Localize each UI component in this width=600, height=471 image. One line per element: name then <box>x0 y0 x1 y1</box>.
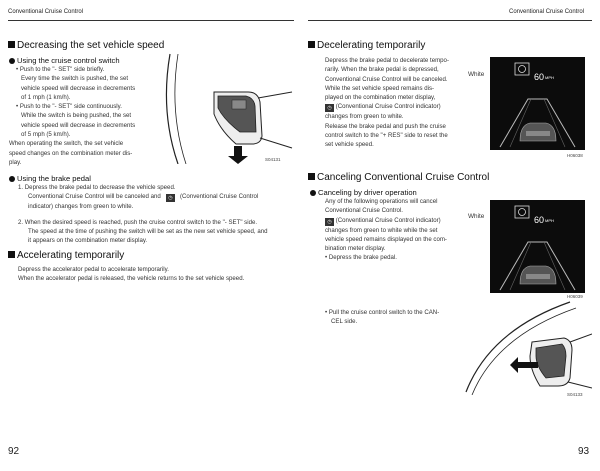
cruise-indicator-icon: ◷ <box>166 194 175 202</box>
fig-code-s04133: S04133 <box>567 392 583 397</box>
cruise-indicator-icon: ◷ <box>325 218 334 226</box>
header-rule-right <box>308 20 592 21</box>
header-left: Conventional Cruise Control <box>8 9 84 15</box>
square-bullet-icon <box>8 251 15 258</box>
square-bullet-icon <box>308 41 315 48</box>
square-bullet-icon <box>308 173 315 180</box>
fig-code-h06038: H06038 <box>567 153 583 158</box>
combination-meter-display <box>490 200 585 293</box>
circle-bullet-icon <box>310 190 316 196</box>
sub-using-brake: Using the brake pedal <box>9 174 91 183</box>
white-label: White <box>468 213 485 220</box>
page-number-right: 93 <box>578 446 590 457</box>
combination-meter-display <box>490 57 585 150</box>
circle-bullet-icon <box>9 58 15 64</box>
cruise-indicator-icon: ◷ <box>325 104 334 112</box>
section-decreasing-title: Decreasing the set vehicle speed <box>8 40 164 51</box>
square-bullet-icon <box>8 41 15 48</box>
header-rule-left <box>8 20 294 21</box>
cancel-switch-figure <box>460 300 592 395</box>
accelerating-body: Depress the accelerator pedal to accelerate temporarily. When the accelerator pedal is released, the vehicle returns to the set vehicle speed. <box>18 266 245 283</box>
page-number-left: 92 <box>8 446 20 457</box>
speed-unit: MPH <box>545 218 554 223</box>
cancel-pull-text: • Pull the cruise control switch to the CAN- CEL side. <box>325 309 440 326</box>
brake-body: 1. Depress the brake pedal to decrease the vehicle speed. Conventional Cruise Control will be canceled and ◷ (Conventional Cruise Control indicator) changes from green to white. 2. When the desired speed is reached, push the cruise control switch to the "- SET" side. The speed at the time of pushing the switch will be set as the new set vehicle speed, and it appears on the combination meter display. <box>18 184 268 245</box>
section-decelerating-title: Decelerating temporarily <box>308 40 425 51</box>
cruise-switch-figure <box>160 52 294 164</box>
decelerating-body: Depress the brake pedal to decelerate tempo- rarily. When the brake pedal is depressed, Conventional Cruise Control will be canceled. While the set vehicle speed remains dis- played on the combination meter display, ◷ (Conventional Cruise Control indicator) changes from green to white. Release the brake pedal and push the cruise control switch to the "+ RES" side to reset the set vehicle speed. <box>325 57 449 149</box>
section-accelerating-title: Accelerating temporarily <box>8 250 124 261</box>
header-right: Conventional Cruise Control <box>509 9 585 15</box>
sub-using-switch: Using the cruise control switch <box>9 56 120 65</box>
white-label: White <box>468 71 485 78</box>
sub-canceling-driver: Canceling by driver operation <box>310 188 417 197</box>
down-arrow-icon <box>228 146 248 164</box>
canceling-body: Any of the following operations will cancel Conventional Cruise Control. ◷ (Conventional Cruise Control indicator) changes from green to white while the set vehicle speed remains displayed on the com- bination meter display. • Depress the brake pedal. <box>325 198 447 262</box>
set-speed-value: 60 <box>534 72 545 82</box>
circle-bullet-icon <box>9 176 15 182</box>
set-speed-value: 60 <box>534 215 545 225</box>
section-canceling-title: Canceling Conventional Cruise Control <box>308 172 489 183</box>
fig-code-s04131: S04131 <box>265 157 281 162</box>
decreasing-body: • Push to the "- SET" side briefly. Every time the switch is pushed, the set vehicle speed will decrease in decrements of 1 mph (1 km/h). • Push to the "- SET" side continuously. While the switch is being pushed, the set vehicle speed will decrease in decrements of 5 mph (5 km/h). When operating the switch, the set vehicle speed changes on the combination meter dis- play. <box>9 66 136 166</box>
speed-unit: MPH <box>545 75 554 80</box>
fig-code-h06039: H06039 <box>567 294 583 299</box>
